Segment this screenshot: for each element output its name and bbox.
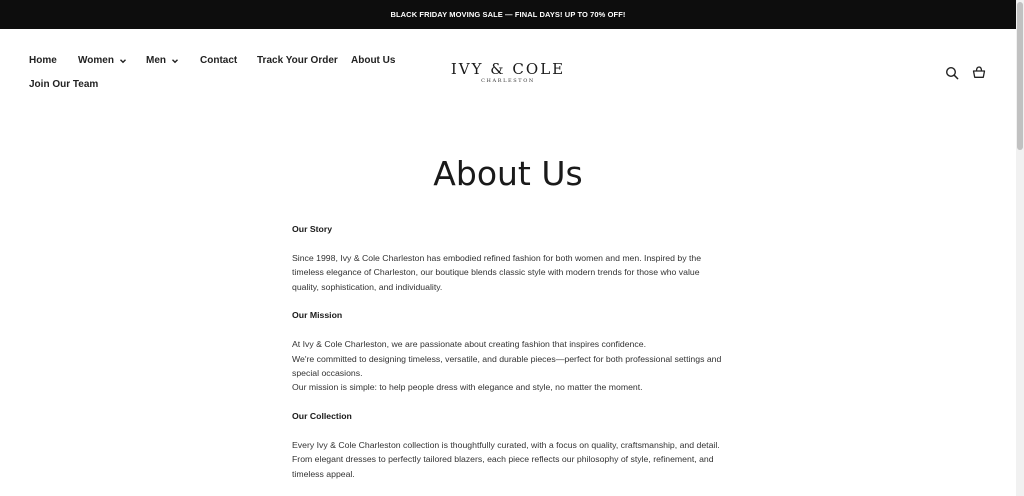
about-content bbox=[292, 222, 728, 481]
nav-track-order-label: Track Your Order bbox=[257, 55, 338, 66]
nav-contact[interactable] bbox=[200, 55, 237, 66]
mission-line-3: Our mission is simple: to help people dress with elegance and style, no matter the moment. bbox=[292, 382, 643, 393]
basket-icon[interactable] bbox=[972, 65, 986, 79]
chevron-down-icon bbox=[170, 56, 180, 66]
search-icon[interactable] bbox=[945, 66, 959, 80]
collection-line-1: Every Ivy & Cole Charleston collection is thoughtfully curated, with a focus on quality, craftsmanship, and detail. bbox=[292, 440, 720, 451]
mission-line-1: At Ivy & Cole Charleston, we are passionate about creating fashion that inspires confidence. bbox=[292, 339, 646, 350]
announcement-bar bbox=[0, 0, 1016, 29]
scrollbar-thumb[interactable] bbox=[1017, 2, 1023, 150]
scrollbar[interactable] bbox=[1016, 0, 1024, 496]
page-title: About Us bbox=[433, 154, 583, 193]
nav-join-team[interactable] bbox=[29, 79, 98, 90]
logo-sub-text: CHARLESTON bbox=[481, 78, 535, 84]
announcement-text: BLACK FRIDAY MOVING SALE — FINAL DAYS! UP TO 70% OFF! bbox=[390, 10, 626, 19]
nav-men[interactable] bbox=[146, 55, 180, 66]
logo-main-text: IVY & COLE bbox=[450, 60, 566, 78]
mission-line-2: We're committed to designing timeless, versatile, and durable pieces—perfect for both professional settings and special occasions. bbox=[292, 353, 722, 379]
chevron-down-icon bbox=[118, 56, 128, 66]
collection-line-2: From elegant dresses to perfectly tailored blazers, each piece reflects our philosophy of style, refinement, and timeless appeal. bbox=[292, 454, 714, 479]
brand-logo[interactable] bbox=[446, 60, 570, 84]
story-paragraph: Since 1998, Ivy & Cole Charleston has embodied refined fashion for both women and men. Inspired by the timeless elegance of Charleston, our boutique blends classic style with modern trends for those who value quality, sophistication, and individuality. bbox=[292, 252, 702, 292]
nav-women-label: Women bbox=[78, 55, 114, 66]
nav-about-us-label: About Us bbox=[351, 55, 396, 66]
nav-home-label: Home bbox=[29, 55, 57, 66]
nav-home[interactable] bbox=[29, 55, 57, 66]
nav-join-team-label: Join Our Team bbox=[29, 79, 99, 90]
nav-about-us[interactable] bbox=[351, 55, 395, 66]
nav-track-order[interactable] bbox=[257, 55, 338, 66]
nav-contact-label: Contact bbox=[200, 55, 238, 66]
story-heading: Our Story bbox=[292, 224, 333, 234]
nav-men-label: Men bbox=[146, 55, 166, 66]
collection-heading: Our Collection bbox=[292, 411, 352, 422]
mission-heading: Our Mission bbox=[292, 310, 343, 321]
nav-women[interactable] bbox=[78, 55, 128, 66]
